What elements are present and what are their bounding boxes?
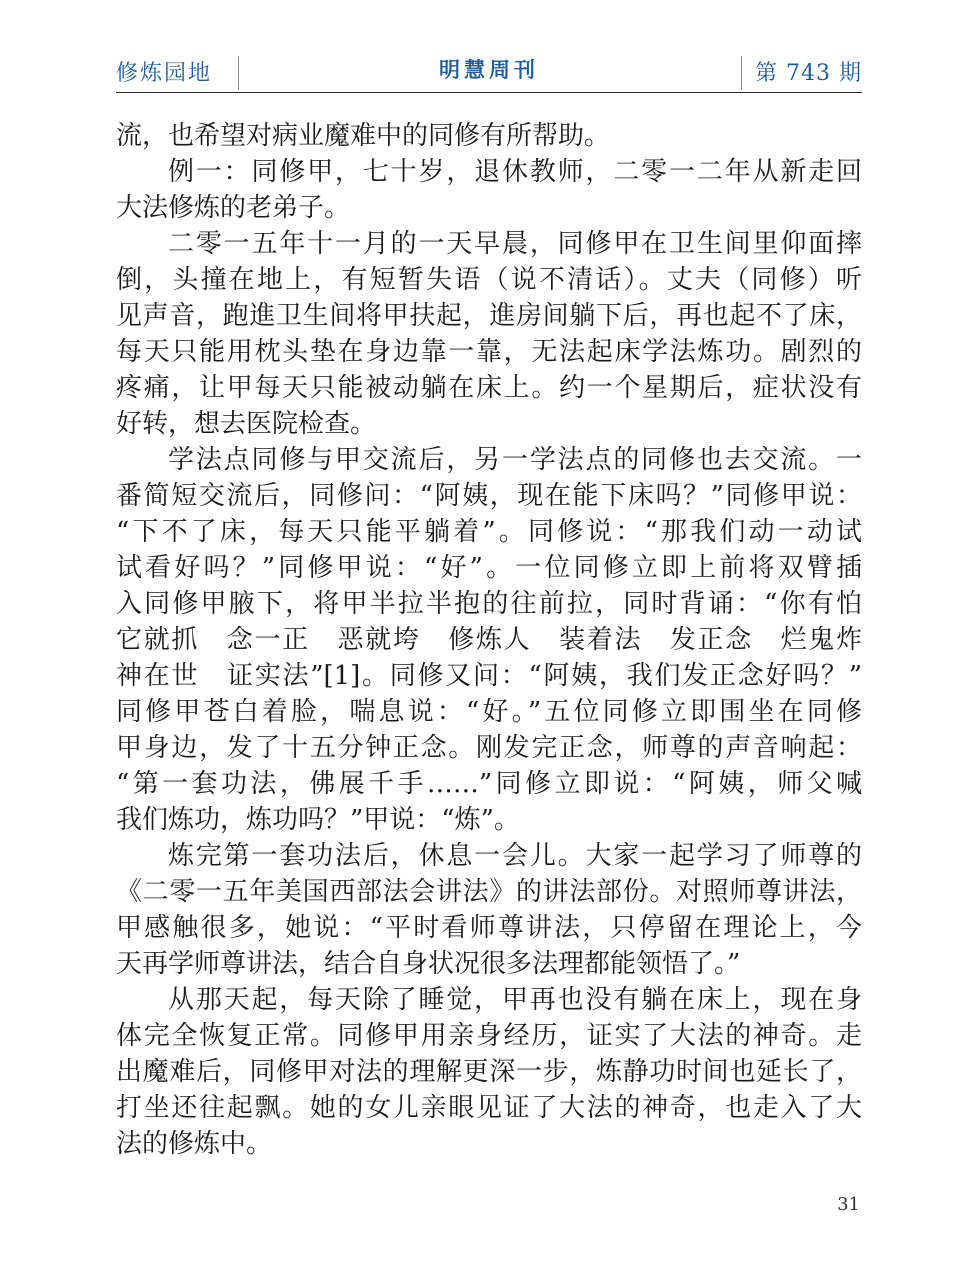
publication-title: 明慧周刊 — [439, 58, 539, 82]
text-line: 试看好吗？”同修甲说：“好”。一位同修立即上前将双臂插 — [116, 553, 862, 583]
issue-number: 第 743 期 — [755, 61, 862, 86]
page-header — [116, 50, 862, 93]
text-line: 法的修炼中。 — [116, 1129, 273, 1159]
text-line: 从那天起，每天除了睡觉，甲再也没有躺在床上，现在身 — [168, 985, 862, 1015]
page-number: 31 — [837, 1194, 860, 1215]
text-line: 神在世 证实法”[1]。同修又问：“阿姨，我们发正念好吗？” — [116, 661, 862, 691]
article-body — [116, 118, 862, 1162]
text-line: 入同修甲腋下，将甲半拉半抱的往前拉，同时背诵：“你有怕 — [116, 589, 862, 619]
text-line: 学法点同修与甲交流后，另一学法点的同修也去交流。一 — [168, 445, 862, 475]
text-line: 疼痛，让甲每天只能被动躺在床上。约一个星期后，症状没有 — [116, 373, 862, 403]
text-line: 大法修炼的老弟子。 — [116, 193, 351, 223]
text-line: 例一：同修甲，七十岁，退休教师，二零一二年从新走回 — [168, 157, 862, 187]
text-line: 它就抓 念一正 恶就垮 修炼人 装着法 发正念 烂鬼炸 — [116, 625, 862, 655]
text-line: 见声音，跑進卫生间将甲扶起，進房间躺下后，再也起不了床， — [116, 301, 862, 331]
section-title: 修炼园地 — [116, 61, 213, 86]
text-line: 天再学师尊讲法，结合自身状况很多法理都能领悟了。” — [116, 949, 741, 979]
header-divider-right — [741, 56, 742, 90]
text-line: 每天只能用枕头垫在身边靠一靠，无法起床学法炼功。剧烈的 — [116, 337, 862, 367]
text-line: 我们炼功，炼功吗？”甲说：“炼”。 — [116, 805, 520, 835]
text-line: 体完全恢复正常。同修甲用亲身经历，证实了大法的神奇。走 — [116, 1021, 862, 1051]
text-line: 炼完第一套功法后，休息一会儿。大家一起学习了师尊的 — [168, 841, 862, 871]
text-line: 番简短交流后，同修问：“阿姨，现在能下床吗？”同修甲说： — [116, 481, 862, 511]
text-line: 同修甲苍白着脸，喘息说：“好。”五位同修立即围坐在同修 — [116, 697, 862, 727]
text-line: 流，也希望对病业魔难中的同修有所帮助。 — [116, 121, 611, 151]
text-line: 甲感触很多，她说：“平时看师尊讲法，只停留在理论上，今 — [116, 913, 862, 943]
text-line: 打坐还往起飘。她的女儿亲眼见证了大法的神奇，也走入了大 — [116, 1093, 862, 1123]
text-line: 好转，想去医院检查。 — [116, 409, 377, 439]
text-line: 出魔难后，同修甲对法的理解更深一步，炼静功时间也延长了， — [116, 1057, 862, 1087]
text-line: 甲身边，发了十五分钟正念。刚发完正念，师尊的声音响起： — [116, 733, 862, 763]
text-line: “第一套功法，佛展千手……”同修立即说：“阿姨，师父喊 — [116, 769, 862, 799]
text-line: 倒，头撞在地上，有短暂失语（说不清话）。丈夫（同修）听 — [116, 265, 862, 295]
text-line: 二零一五年十一月的一天早晨，同修甲在卫生间里仰面摔 — [168, 229, 862, 259]
text-line: “下不了床，每天只能平躺着”。同修说：“那我们动一动试 — [116, 517, 862, 547]
text-line: 《二零一五年美国西部法会讲法》的讲法部份。对照师尊讲法， — [116, 877, 862, 907]
